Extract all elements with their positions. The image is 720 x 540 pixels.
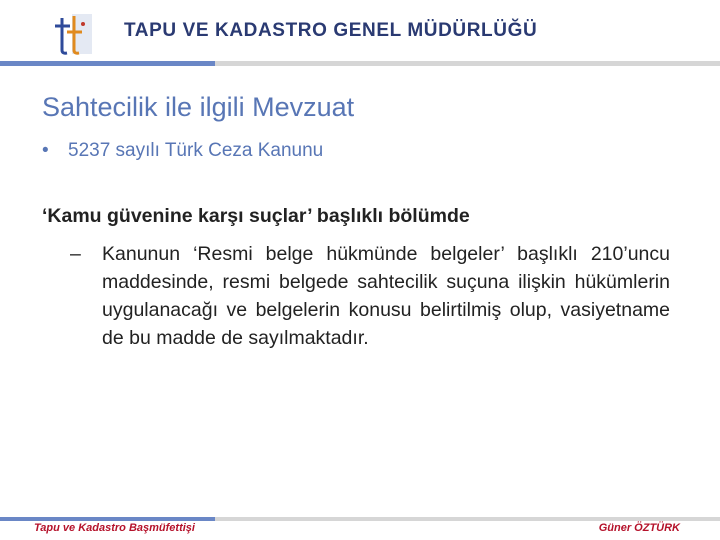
footer-divider-accent — [0, 517, 215, 521]
header-divider — [0, 61, 720, 66]
footer-divider-rest — [215, 517, 720, 521]
slide-title: Sahtecilik ile ilgili Mevzuat — [42, 92, 355, 122]
tkgm-logo-icon — [52, 12, 96, 56]
footer-divider — [0, 517, 720, 521]
sub-item-text: Kanunun ‘Resmi belge hükmünde belgeler’ başlıklı 210’uncu maddesinde, resmi belgede sahtecilik suçuna ilişkin hükümlerin uygulanacağı ve belgelerin konusu belirtilmiş olup, vasiyetname de bu madde de sayılmaktadır. — [102, 243, 670, 349]
header-divider-rest — [215, 61, 720, 66]
bullet-marker: • — [42, 140, 49, 161]
footer-organization: Tapu ve Kadastro Başmüfettişi — [34, 522, 195, 534]
bullet-text: 5237 sayılı Türk Ceza Kanunu — [68, 140, 324, 161]
footer-author: Güner ÖZTÜRK — [598, 522, 680, 534]
header-divider-accent — [0, 61, 215, 66]
header-title: TAPU VE KADASTRO GENEL MÜDÜRLÜĞÜ — [124, 20, 538, 41]
section-heading: ‘Kamu güvenine karşı suçlar’ başlıklı bölümde — [42, 205, 470, 227]
sub-item-marker: – — [70, 243, 81, 265]
sub-item — [70, 240, 670, 352]
bullet-item — [42, 140, 323, 162]
